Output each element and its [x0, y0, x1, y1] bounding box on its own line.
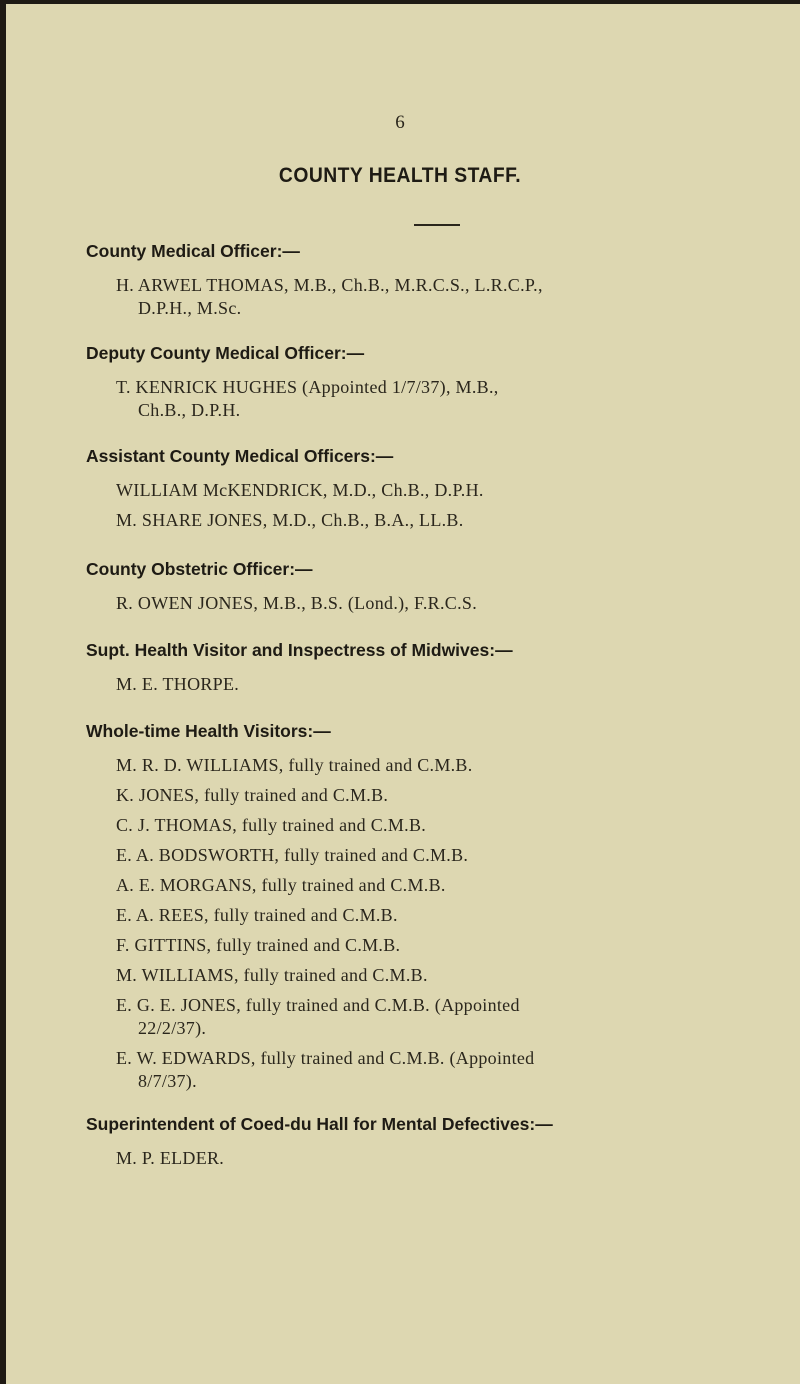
section-heading: County Obstetric Officer:—: [86, 559, 313, 579]
staff-entry-text: A. E. MORGANS, fully trained and C.M.B.: [116, 875, 446, 895]
staff-entry-continuation: 8/7/37).: [138, 1071, 197, 1091]
staff-entry: [86, 934, 776, 957]
staff-entry: [86, 754, 776, 777]
staff-entry: [86, 274, 776, 320]
staff-section: [86, 720, 776, 1100]
staff-entry-text: E. A. BODSWORTH, fully trained and C.M.B.: [116, 845, 469, 865]
staff-entry: [86, 1147, 776, 1170]
section-heading: Deputy County Medical Officer:—: [86, 343, 365, 363]
staff-entry: [86, 376, 776, 422]
page-title: COUNTY HEALTH STAFF.: [278, 164, 522, 187]
staff-section: [86, 558, 776, 622]
staff-entry-continuation: Ch.B., D.P.H.: [138, 400, 241, 420]
section-heading: Assistant County Medical Officers:—: [86, 446, 394, 466]
staff-entry-text: R. OWEN JONES, M.B., B.S. (Lond.), F.R.C.S.: [116, 593, 477, 613]
staff-entry: [86, 479, 776, 502]
staff-entry-text: M. E. THORPE.: [116, 674, 240, 694]
page-number: 6: [395, 112, 405, 133]
staff-entry-text: WILLIAM McKENDRICK, M.D., Ch.B., D.P.H.: [116, 480, 484, 500]
staff-entry-text: M. WILLIAMS, fully trained and C.M.B.: [116, 965, 428, 985]
staff-entry-continuation: 22/2/37).: [138, 1018, 207, 1038]
staff-entry: [86, 844, 776, 867]
staff-entry-text: M. R. D. WILLIAMS, fully trained and C.M.B.: [116, 755, 473, 775]
staff-entry: [86, 673, 776, 696]
staff-entry: [86, 592, 776, 615]
staff-section: [86, 240, 776, 327]
staff-entry: [86, 509, 776, 532]
staff-entry-text: F. GITTINS, fully trained and C.M.B.: [116, 935, 401, 955]
staff-entry: [86, 814, 776, 837]
staff-section: [86, 1113, 776, 1177]
staff-entry: [86, 964, 776, 987]
staff-entry: [86, 784, 776, 807]
staff-entry-text: K. JONES, fully trained and C.M.B.: [116, 785, 389, 805]
section-heading: County Medical Officer:—: [86, 241, 300, 261]
section-heading: Whole-time Health Visitors:—: [86, 721, 331, 741]
staff-entry: [86, 1047, 776, 1093]
staff-entry-text: T. KENRICK HUGHES (Appointed 1/7/37), M.B.,: [116, 377, 499, 397]
document-page: [6, 4, 800, 1384]
staff-entry-text: E. W. EDWARDS, fully trained and C.M.B. (Appointed: [116, 1048, 535, 1068]
section-heading: Supt. Health Visitor and Inspectress of Midwives:—: [86, 640, 513, 660]
staff-entry-text: M. SHARE JONES, M.D., Ch.B., B.A., LL.B.: [116, 510, 464, 530]
staff-entry-text: C. J. THOMAS, fully trained and C.M.B.: [116, 815, 427, 835]
staff-section: [86, 445, 776, 539]
staff-entry: [86, 904, 776, 927]
staff-entry-text: E. A. REES, fully trained and C.M.B.: [116, 905, 398, 925]
staff-section: [86, 639, 776, 703]
staff-entry-text: M. P. ELDER.: [116, 1148, 225, 1168]
divider: [414, 224, 460, 226]
staff-entry: [86, 994, 776, 1040]
staff-section: [86, 342, 776, 429]
staff-entry-continuation: D.P.H., M.Sc.: [138, 298, 242, 318]
staff-entry: [86, 874, 776, 897]
section-heading: Superintendent of Coed-du Hall for Mental Defectives:—: [86, 1114, 553, 1134]
staff-entry-text: E. G. E. JONES, fully trained and C.M.B. (Appointed: [116, 995, 520, 1015]
staff-entry-text: H. ARWEL THOMAS, M.B., Ch.B., M.R.C.S., L.R.C.P.,: [116, 275, 543, 295]
